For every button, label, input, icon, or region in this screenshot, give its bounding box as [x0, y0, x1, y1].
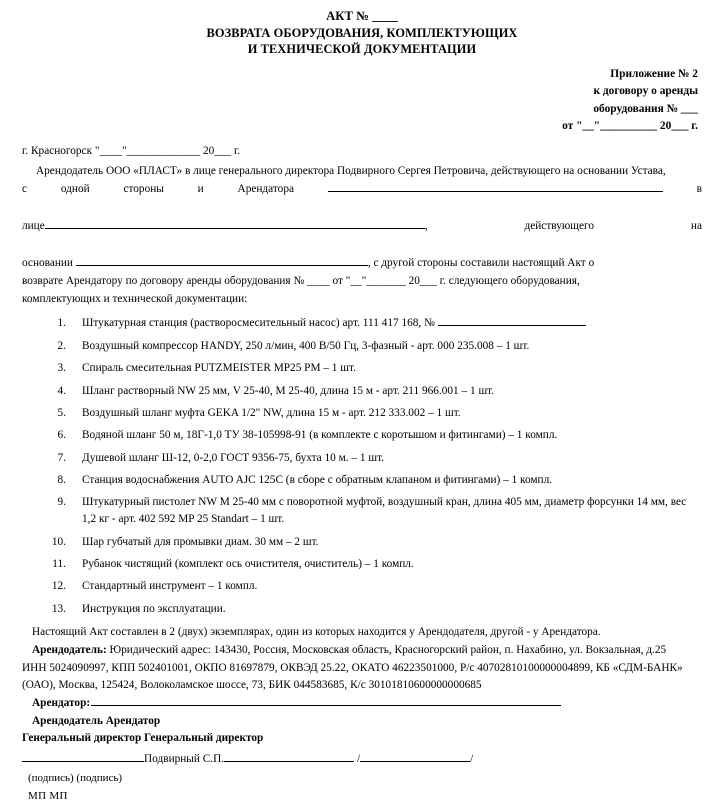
list-item: Шар губчатый для промывки диам. 30 мм – 2 шт. [82, 535, 319, 548]
intro-person-comma: , [424, 219, 428, 232]
signer-name: Подвирный С.П. [144, 752, 225, 765]
landlord-requisites: ИНН 5024090997, КПП 502401001, ОКПО 81697879, ОКВЭД 25.22, ОКАТО 46223501000, Р/с 40702810100000004899, КБ «СДМ-БАНК» (ОАО), Москва, 125424, Волоколамское шоссе, 73, БИК 044583685, К/с 30101810600000000685 [22, 661, 683, 692]
intro-tenant-prefix: с одной стороны и Арендатора [22, 183, 294, 196]
tenant-signature-row [22, 697, 702, 709]
slash-separator: / [356, 752, 361, 765]
signature-lines-row [22, 751, 702, 769]
landlord-label: Арендодатель: [32, 643, 107, 656]
person-name-blank[interactable] [45, 220, 425, 229]
list-item: Спираль смесительная PUTZMEISTER MP25 PM – 1 шт. [82, 362, 356, 375]
list-item: Воздушный компрессор HANDY, 250 л/мин, 400 В/50 Гц, 3-фазный - арт. 000 235.008 – 1 шт. [82, 339, 530, 352]
intro-contract-line: возврате Арендатору по договору аренды оборудования № ____ от "__"_______ 20___ г. следующего оборудования, [22, 274, 580, 287]
signature-block [22, 713, 702, 805]
intro-person-line [22, 217, 702, 254]
serial-number-blank[interactable] [438, 317, 586, 326]
equipment-list [22, 315, 702, 617]
parties-row: Арендодатель Арендатор [32, 714, 161, 727]
positions-row: Генеральный директор Генеральный директор [22, 732, 264, 745]
list-item: Инструкция по эксплуатации. [82, 602, 226, 615]
intro-landlord-line: Арендодатель ООО «ПЛАСТ» в лице генерального директора Подвирного Сергея Петровича, действующего на основании Устава, [36, 165, 666, 178]
closing-section [22, 624, 702, 695]
landlord-details [22, 642, 702, 660]
list-item: Штукатурный пистолет NW M 25-40 мм с поворотной муфтой, воздушный кран, длина 405 мм, диаметр форсунки 14 мм, вес 1,2 кг - арт. 402 592 MP 25 Standart – 1 шт. [82, 496, 687, 526]
tenant-label: Арендатор: [32, 697, 91, 710]
intro-person-prefix: лице [22, 219, 45, 232]
appendix-line-4: от "__"__________ 20___ г. [562, 119, 698, 132]
city-date-line: г. Красногорск "____"_____________ 20___ г. [22, 144, 241, 157]
tenant-name-blank[interactable] [328, 183, 663, 192]
tenant-signature-blank[interactable] [224, 753, 354, 762]
tenant-name-blank[interactable] [360, 753, 470, 762]
appendix-line-1: Приложение № 2 [610, 68, 698, 81]
list-item [68, 315, 702, 332]
intro-basis-prefix: основании [22, 256, 73, 269]
basis-blank[interactable] [76, 256, 368, 265]
intro-docs-line: комплектующих и технической документации: [22, 293, 248, 306]
intro-basis-suffix: , с другой стороны составили настоящий Акт о [367, 256, 595, 269]
document-title [22, 6, 702, 57]
intro-tenant-line [22, 180, 702, 217]
list-item: Воздушный шланг муфта GEKA 1/2" NW, длина 15 м - арт. 212 333.002 – 1 шт. [82, 406, 461, 419]
list-item: Стандартный инструмент – 1 компл. [82, 580, 258, 593]
landlord-address: Юридический адрес: 143430, Россия, Московская область, Красногорский район, п. Нахабино, ул. Вокзальная, д.25 [106, 643, 667, 656]
list-item: Рубанок чистящий (комплект ось очистителя, очиститель) – 1 компл. [82, 558, 414, 571]
appendix-line-3: оборудования № ___ [593, 102, 698, 115]
title-line-3: И ТЕХНИЧЕСКОЙ ДОКУМЕНТАЦИИ [247, 41, 477, 56]
intro-basis-line [22, 254, 702, 272]
landlord-signature-blank[interactable] [22, 753, 144, 762]
stamp-caption: МП МП [28, 790, 68, 803]
tenant-details-blank[interactable] [91, 697, 561, 706]
intro-paragraphs [22, 162, 702, 308]
slash-separator-end: / [470, 752, 474, 765]
copies-note: Настоящий Акт составлен в 2 (двух) экземплярах, один из которых находится у Арендодателя, другой - у Арендатора. [32, 625, 601, 638]
intro-person-suffix: действующего на [524, 219, 702, 232]
title-line-1: АКТ № ____ [326, 9, 398, 23]
list-item: Водяной шланг 50 м, 18Г-1,0 ТУ 38-105998-91 (в комплекте с коротышом и фитингами) – 1 компл. [82, 429, 558, 442]
list-item: Душевой шланг Ш-12, 0-2,0 ГОСТ 9356-75, бухта 10 м. – 1 шт. [82, 451, 384, 464]
appendix-reference [22, 66, 702, 134]
list-item: Шланг растворный NW 25 мм, V 25-40, M 25-40, длина 15 м - арт. 211 966.001 – 1 шт. [82, 384, 495, 397]
intro-tenant-suffix: в [696, 183, 702, 196]
title-line-2: ВОЗВРАТА ОБОРУДОВАНИЯ, КОМПЛЕКТУЮЩИХ [206, 25, 518, 40]
appendix-line-2: к договору о аренды [593, 85, 698, 98]
equipment-item-text: Штукатурная станция (растворосмесительный насос) арт. 111 417 168, № [82, 317, 438, 330]
list-item: Станция водоснабжения AUTO AJC 125C (в сборе с обратным клапаном и фитингами) – 1 компл. [82, 473, 553, 486]
signature-caption: (подпись) (подпись) [28, 772, 123, 785]
